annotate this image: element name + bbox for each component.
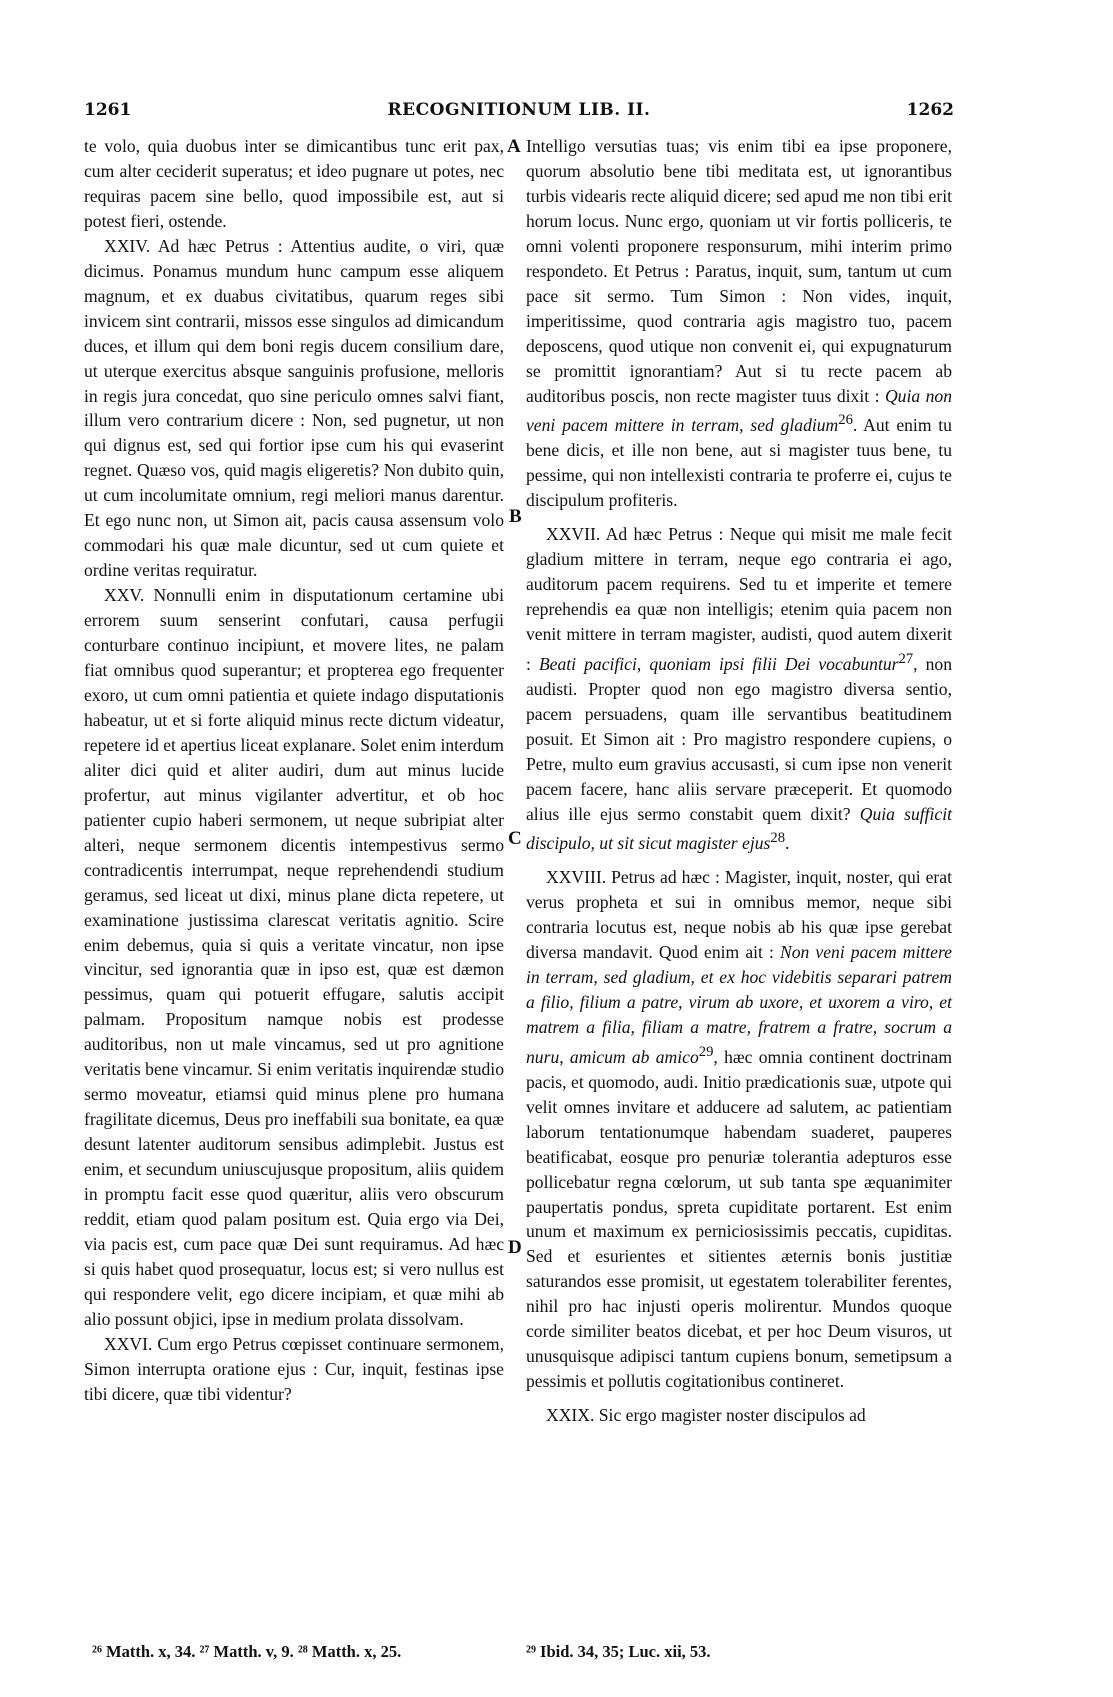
text-run: XXVIII. Petrus ad hæc : Magister, inquit, noster, qui erat verus propheta et sui in omnibus memor, neque sibi contraria locutus est, neque nobis ab his quæ ipse gerebat diversa mandavit. Quod enim ait : xyxy=(526,867,952,963)
chapter-xxvi: XXVI. Cum ergo Petrus cœpisset continuare sermonem, Simon interrupta oratione ejus : Cur, inquit, festinas ipse tibi dicere, quæ tibi videntur? xyxy=(84,1333,504,1404)
footnotes-right: ²⁹ Ibid. 34, 35; Luc. xii, 53. xyxy=(526,1642,711,1661)
scripture-quote: Non veni pacem mittere in terram, sed gladium, et ex hoc videbitis separari patrem a filio, filium a patre, virum ab uxore, et uxorem a viro, et matrem a filia, filiam a matre, fratrem a fratre, socrum a nuru, amicum ab amico xyxy=(526,942,952,1067)
running-header xyxy=(84,100,954,128)
left-paragraph-1: te volo, quia duobus inter se dimicantibus tunc erit pax, cum alter ceciderit superatus; et ideo pugnare ut potes, nec requiras pacem sine bello, quod impossibile est, aut si potest fieri, ostende. xyxy=(84,136,504,231)
text-run: Intelligo versutias tuas; vis enim tibi ea ipse proponere, quorum absolutio bene tibi meditata est, ut ignorantibus turbis videaris recte aliquid dicere; sed apud me non tibi erit horum locus. Nunc ergo, quoniam ut vir fortis polliceris, te omni volenti proponere responsurum, mihi interim primo respondeto. Et Petrus : Paratus, inquit, sum, tantum ut cum pace sit sermo. Tum Simon : Non vides, inquit, imperitissime, quod contraria agis magistro tuo, pacem deposcens, quod utique non convenit ei, qui expugnaturum se promittit ignorantiam? Aut si tu recte pacem ab auditoribus poscis, non recte magister tuus dixit : xyxy=(526,136,952,406)
left-column xyxy=(84,134,504,1407)
text-run: , hæc omnia continent doctrinam pacis, et quomodo, audi. Initio prædicationis suæ, utpote qui velit omnes invitare et adducere ad salutem, ac patientiam laborum tentationumque habendam suaderet, pauperes beatificabat, eosque pro penuriæ tolerantia adepturos esse pollicebatur regna cœlorum, ut sub tanta spe æquanimiter paupertatis pondus, spreta cupiditate portarent. Est enim unum et maximum ex perniciosissimis peccatis, cupiditas. Sed et esurientes et sitientes æternis bonis justitiæ saturandos esse promisit, ut egestatem tolerabiliter ferentes, nihil pro hac injusti operis molirentur. Mundos quoque corde similiter beatos dicebat, et per hoc Deum visuros, ut unusquisque adipisci tantum cupiens bonum, semetipsum a pessimis et pollutis cogitationibus contineret. xyxy=(526,1046,953,1392)
footnote-ref: 29 xyxy=(698,1043,714,1060)
page-number-right: 1262 xyxy=(906,100,954,120)
margin-letter-a: A xyxy=(507,136,521,157)
footnote-ref: 26 xyxy=(838,412,853,429)
scripture-quote: Quia sufficit discipulo, ut sit sicut magister ejus xyxy=(526,803,952,854)
chapter-xxviii xyxy=(526,865,952,1394)
margin-letter-b: B xyxy=(509,506,522,527)
page-number-left: 1261 xyxy=(84,100,132,120)
chapter-xxiv: XXIV. Ad hæc Petrus : Attentius audite, o viri, quæ dicimus. Ponamus mundum hunc campum esse aliquem magnum, et ex duabus civitatibus, quarum reges sibi invicem sint contrarii, missos esse singulos ad dimicandum duces, et illum qui dem boni regis ducem consilium dare, ut uterque exercitus absque sanguinis profusione, melloris in regis jura concedat, quo sine periculo omnes salvi fiant, illum vero contrarium dicere : Non, sed pugnetur, ut non qui dignus est, sed qui fortior ipse cum his qui evaserint regnet. Quæso vos, quid magis eligeretis? Non dubito quin, ut cum incolumitate omnium, regi meliori manus darentur. Et ego nunc non, ut Simon ait, pacis causa assensum volo commodari his quæ male dicuntur, sed ut cum quiete et ordine veritas requiratur. xyxy=(84,235,504,581)
chapter-xxv: XXV. Nonnulli enim in disputationum certamine ubi errorem suum senserint confutari, causa perfugii conturbare continuo incipiunt, et movere lites, ne palam fiat omnibus quod superantur; et propterea ego frequenter exoro, ut cum omni patientia et quiete indago disputationis habeatur, ut et si forte aliquid minus recte dictum videatur, repetere id et apertius liceat explanare. Solet enim interdum aliter dici quid et aliter audiri, dum aut minus lucide profertur, aut minus vigilanter advertitur, et ob hoc patienter cupio haberi sermonem, ut neque subripiat alter alteri, neque sermonem dicentis intempestivus sermo contradicentis interrumpat, neque reprehendendi studium geramus, sed liceat ut dixi, minus plane dicta repetere, ut examinatione justissima clarescat veritatis agnitio. Scire enim debemus, quia si quis a veritate vincatur, non ipse vincitur, sed ignorantia quæ in ipso est, quæ est dæmon pessimus, quam qui potuerit effugare, salutis accipit palmam. Propositum namque nobis est prodesse auditoribus, non ut male vincamus, sed ut pro agnitione veritatis bene vincamur. Si enim veritatis inquirendæ studio sermo moveatur, etiamsi quid minus plene pro humana fragilitate dicemus, Deus pro ineffabili sua bonitate, ea quæ desunt latenter auditorum sensibus adimplebit. Justus est enim, et secundum uniuscujusque propositum, aliis quidem in promptu facit esse quod quæritur, aliis vero obscurum reddit, etiam quod palam positum est. Quia ergo via Dei, via pacis est, cum pace quæ Dei sunt requiramus. Ad hæc si quis habet quod prosequatur, locus est; si vero nullus est qui respondere velit, ego dicere incipiam, et quæ mihi ab alio possunt objici, ipse in medium prolata dissolvam. xyxy=(84,585,504,1329)
text-run: . Aut enim tu bene dicis, et ille non bene, aut si magister tuus bene, tu pessime, qui non intellexisti contraria te proferre ei, cujus te discipulum profiteris. xyxy=(526,415,952,511)
right-column xyxy=(526,134,952,1428)
footnote-ref: 27 xyxy=(898,650,914,667)
text-run: XXVII. Ad hæc Petrus : Neque qui misit me male fecit gladium mittere in terram, neque ego contraria ei ago, auditorum pacem requirens. Sed tu et imperite et temere reprehendis ea quæ non intelligis; etenim quia pacem non venit mittere in terram magister, audisti, quod autem dixerit : xyxy=(526,524,952,674)
scripture-quote: Beati pacifici, quoniam ipsi filii Dei vocabuntur xyxy=(538,653,899,674)
chapter-xxix: XXIX. Sic ergo magister noster discipulos ad xyxy=(546,1405,866,1426)
right-paragraph-1 xyxy=(526,134,952,513)
footnote-ref: 28 xyxy=(770,830,786,847)
footnotes-left: ²⁶ Matth. x, 34. ²⁷ Matth. v, 9. ²⁸ Matth. x, 25. xyxy=(92,1642,402,1661)
text-run: , non audisti. Propter quod non ego magistro diversa sentio, pacem persuadens, quam ille servantibus beatitudinem posuit. Et Simon ait : Pro magistro respondere cupiens, o Petre, multo eum gravius accusasti, si cum ipse non venerit pacem facere, hanc aliis servare præceperit. Et quomodo alius ille ejus sermo constabit quem dixit? xyxy=(526,653,952,824)
scripture-quote: Quia non veni pacem mittere in terram, sed gladium xyxy=(526,385,953,436)
chapter-xxvii xyxy=(526,522,952,856)
text-run: . xyxy=(785,833,790,854)
margin-letter-c: C xyxy=(508,828,522,849)
margin-letter-d: D xyxy=(508,1237,522,1258)
running-title: RECOGNITIONUM LIB. II. xyxy=(387,100,651,120)
